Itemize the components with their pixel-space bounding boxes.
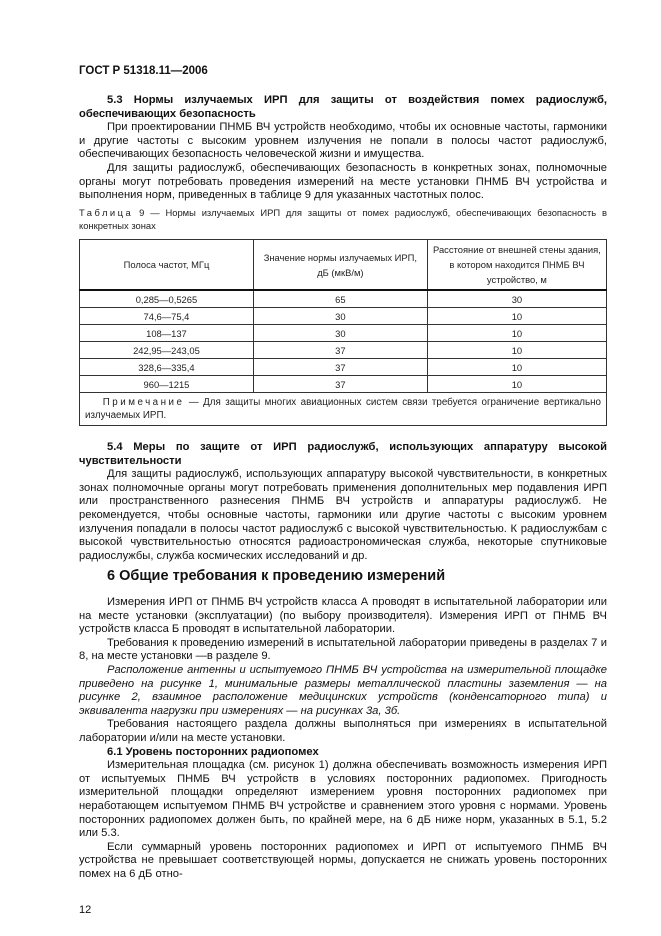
table-row [80,308,607,325]
table-9 [79,239,607,426]
table-caption [79,207,607,232]
paragraph: Требования к проведению измерений в испытательной лаборатории приведены в разделах 7 и 8, на месте установки —в разделе 9. [79,636,607,663]
table-row [80,376,607,393]
table-cell: 37 [253,359,427,376]
note-text: — Для защиты многих авиационных систем связи требуется ограничение вертикально излучаемых ИРП. [85,397,601,421]
table-cell: 10 [427,376,606,393]
table-cell: 0,285—0,5265 [80,290,254,308]
paragraph: Для защиты радиослужб, использующих аппаратуру высокой чувствительности, в конкретных зонах полномочные органы могут потребовать применения дополнительных мер подавления ИРП или пространственного разнесения ПНМБ ВЧ устройств и аппаратуры радиослужб. Не рекомендуется, чтобы основные частоты, гармоники или другие частоты с высоким уровнем излучения попадали в полосы частот радиослужб с высокой чувствительностью. К радиослужбам с высокой чувствительностью относятся радиоастрономическая служба, некоторые спутниковые радиослужбы, служба космических исследований и др. [79,468,607,562]
section-heading: 6.1 Уровень посторонних радиопомех [107,745,319,758]
section-heading: 5.4 Меры по защите от ИРП радиослужб, использующих аппаратуру высокой чувствительности [79,441,607,467]
table-cell: 30 [427,290,606,308]
table-cell: 30 [253,325,427,342]
table-cell: 960—1215 [80,376,254,393]
table-cell: 30 [253,308,427,325]
paragraph: Измерительная площадка (см. рисунок 1) должна обеспечивать возможность измерения ИРП от испытуемых ПНМБ ВЧ устройств в условиях посторонних радиопомех. Пригодность измерительной площадки определяют измерением уровня посторонних радиопомех при неработающем испытуемом ПНМБ ВЧ устройстве и сравнением этого уровня с нормами. Уровень посторонних радиопомех должен быть, по крайней мере, на 6 дБ ниже норм, указанных в 5.1, 5.2 или 5.3. [79,759,607,840]
paragraph: При проектировании ПНМБ ВЧ устройств необходимо, чтобы их основные частоты, гармоники и другие частоты с высоким уровнем излучения не попали в полосы частот радиослужб, обеспечивающих безопасность человеческой жизни и имущества. [79,121,607,161]
table-cell: 10 [427,342,606,359]
paragraph: Для защиты радиослужб, обеспечивающих безопасность в конкретных зонах, полномочные органы могут потребовать проведения измерений на месте установки ПНМБ ВЧ устройства и выполнения норм, приведенных в таблице 9 для указанных частотных полос. [79,161,607,202]
section-5-3 [79,94,607,203]
caption-label: Таблица [79,207,134,218]
table-cell: 242,95—243,05 [80,342,254,359]
table-cell: 10 [427,308,606,325]
table-cell: 10 [427,325,606,342]
table-note [80,393,607,426]
document-header: ГОСТ Р 51318.11—2006 [79,65,208,77]
table-cell: 65 [253,290,427,308]
table-row [80,342,607,359]
caption-text: 9 — Нормы излучаемых ИРП для защиты от помех радиослужб, обеспечивающих безопасность в конкретных зонах [79,207,607,231]
page-number: 12 [79,904,92,916]
table-cell: 10 [427,359,606,376]
paragraph: Если суммарный уровень посторонних радиопомех и ИРП от испытуемого ПНМБ ВЧ устройства не превышает соответствующей нормы, допускается не снижать уровень посторонних помех на 6 дБ отно- [79,840,607,880]
table-cell: 74,6—75,4 [80,308,254,325]
column-header: Значение нормы излучаемых ИРП, дБ (мкВ/м) [253,240,427,291]
paragraph: Измерения ИРП от ПНМБ ВЧ устройств класса А проводят в испытательной лаборатории или на месте установки (эксплуатации) (по выбору производителя). Измерения ИРП от ПНМБ ВЧ устройств класса Б проводят в испытательной лаборатории. [79,596,607,636]
section-6-heading: 6 Общие требования к проведению измерений [107,568,446,584]
table-row [80,290,607,308]
column-header: Полоса частот, МГц [80,240,254,291]
section-5-4 [79,441,607,563]
table-cell: 328,6—335,4 [80,359,254,376]
table-cell: 108—137 [80,325,254,342]
section-heading: 5.3 Нормы излучаемых ИРП для защиты от воздействия помех радиослужб, обеспечивающих безопасность [79,94,607,120]
column-header: Расстояние от внешней стены здания, в котором находится ПНМБ ВЧ устройство, м [427,240,606,291]
note-label: Примечание [102,397,185,408]
table-cell: 37 [253,342,427,359]
paragraph-italic: Расположение антенны и испытуемого ПНМБ ВЧ устройства на измерительной площадке приведено на рисунке 1, минимальные размеры металлической пластины заземления — на рисунке 2, взаимное расположение медицинских устройств (конденсаторного типа) и эквивалента нагрузки при измерениях — на рисунках 3а, 3б. [79,663,607,717]
paragraph: Требования настоящего раздела должны выполняться при измерениях в испытательной лаборатории и/или на месте установки. [79,718,607,744]
section-6 [79,596,607,881]
table-row [80,325,607,342]
table-cell: 37 [253,376,427,393]
table-row [80,359,607,376]
